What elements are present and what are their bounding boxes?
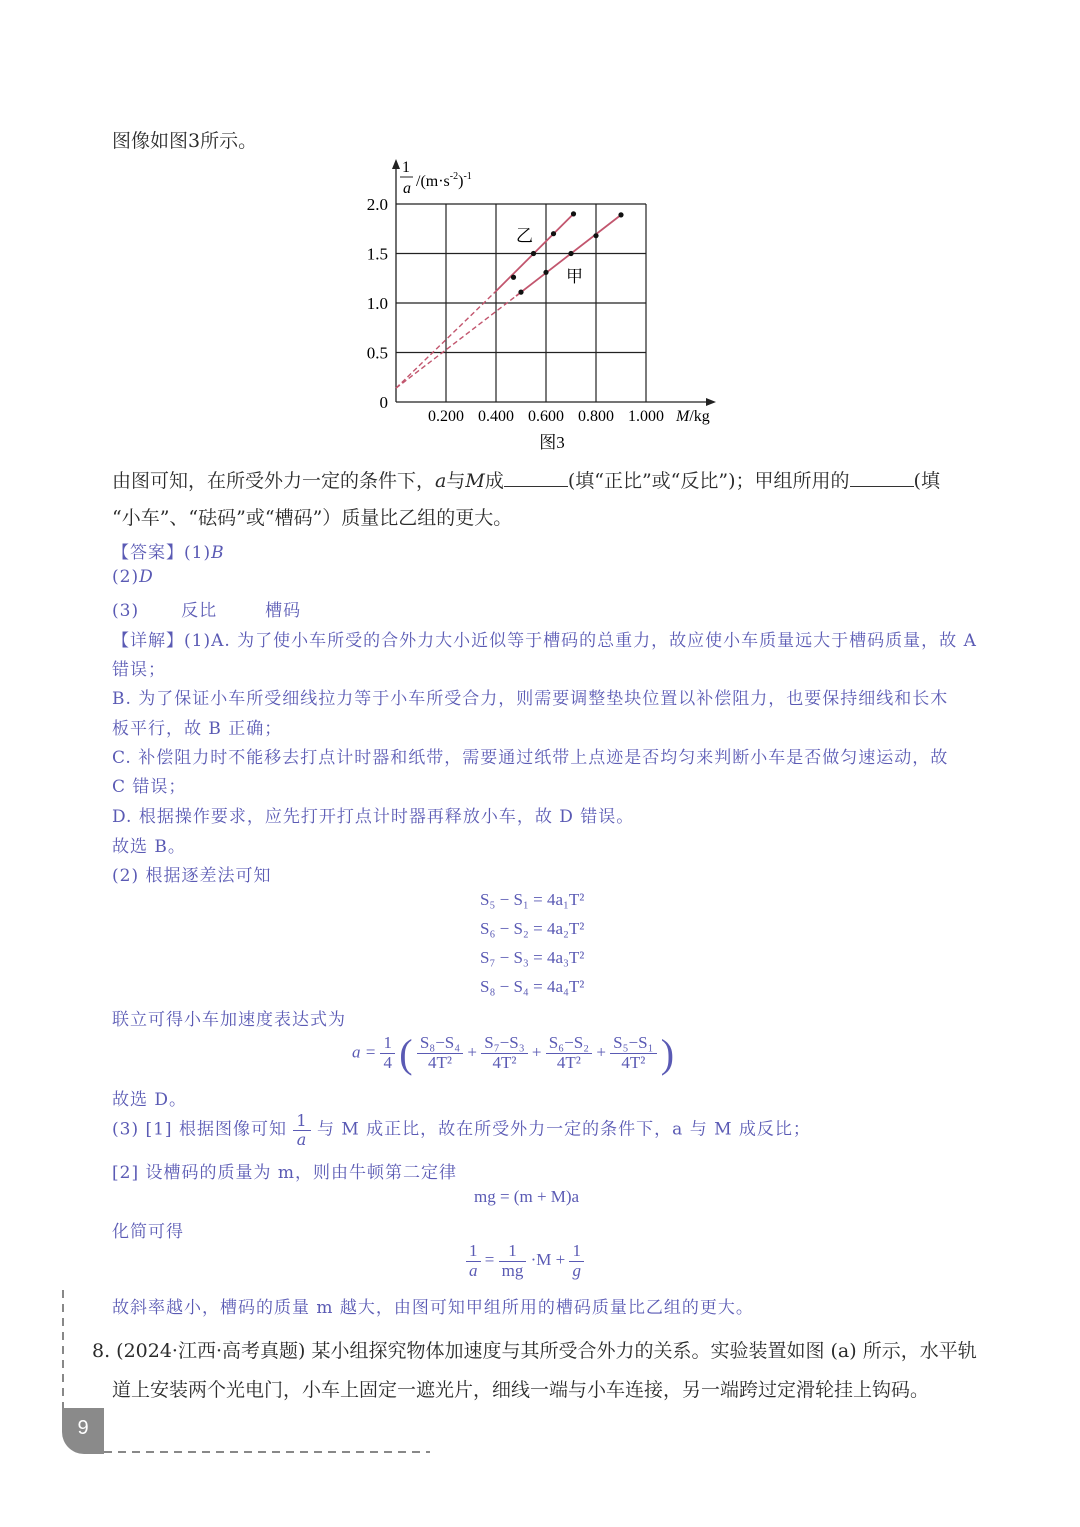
y-tick-label: 0.5 [366, 343, 388, 363]
y-tick-label: 1.0 [366, 294, 388, 313]
equation-1: S₅ − S₁ = 4a₁T² [480, 890, 585, 909]
detail-line-12: 故斜率越小，槽码的质量 m 越大，由图可知甲组所用的槽码质量比乙组的更大。 [112, 1298, 754, 1318]
x-tick-label: 0.800 [578, 408, 614, 425]
detail-text-9b: 与 M 成正比，故在所受外力一定的条件下，a 与 M 成反比； [316, 1119, 811, 1140]
question-line-2: “小车”、“砝码”或“槽码”）质量比乙组的更大。 [112, 507, 513, 529]
simp-left-den: a [469, 1260, 478, 1280]
question-8-line-2: 道上安装两个光电门，小车上固定一遮光片，细线一端与小车连接，另一端跨过定滑轮挂上钩码。 [112, 1379, 930, 1401]
accel-lhs: a = [352, 1042, 377, 1062]
question-8-line-1: 8. (2024·江西·高考真题) 某小组探究物体加速度与其所受合外力的关系。实验装置如图 (a) 所示，水平轨 [92, 1340, 977, 1362]
answer-1-index: (1) [184, 543, 212, 563]
ylabel-unit: $/(m\cdot s^{-2})^{-1}$ [416, 171, 472, 190]
detail-text-9a: (3) [1] 根据图像可知 [112, 1119, 287, 1140]
answer-2-index: (2) [112, 567, 140, 587]
simp-right-den: mg [501, 1260, 524, 1280]
detail-line-4: D. 根据操作要求，应先打开打点计时器再释放小车，故 D 错误。 [112, 807, 635, 827]
detail-line-7: 联立可得小车加速度表达式为 [112, 1010, 346, 1030]
inline-frac-den: a [296, 1129, 308, 1149]
detail-line-8: 故选 D。 [112, 1090, 188, 1110]
y-tick-label: 2.0 [366, 195, 388, 214]
detail-line-6: (2) 根据逐差法可知 [112, 866, 272, 886]
ylabel-num: 1 [402, 159, 410, 176]
question-text-b: 与 [446, 470, 466, 492]
detail-text-1: (1)A. 为了使小车所受的合外力大小近似等于槽码的总重力，故应使小车质量远大于槽码质量，故 A [184, 631, 977, 651]
x-tick-label: 0.200 [428, 408, 464, 425]
coef-num: 1 [380, 1034, 395, 1054]
question-text-c: 成 [484, 470, 504, 492]
detail-line-11: 化简可得 [112, 1222, 184, 1242]
simp-term-num: 1 [569, 1242, 584, 1262]
detail-line-3: C. 补偿阻力时不能移去打点计时器和纸带，需要通过纸带上点迹是否均匀来判断小车是否做匀速运动，故 [112, 748, 949, 768]
term-2-den: 4T² [492, 1053, 517, 1072]
term-4-num: S₅−S₁ [610, 1034, 656, 1054]
page-number: 9 [62, 1408, 104, 1454]
detail-line-1b: 错误； [112, 660, 166, 680]
series-label-jia: 甲 [566, 267, 583, 287]
detail-line-2b: 板平行，故 B 正确； [112, 719, 283, 739]
plus-3: + [596, 1042, 606, 1062]
right-paren: ) [660, 1031, 675, 1076]
question-text-d: (填“正比”或“反比”)；甲组所用的 [567, 470, 850, 492]
term-2-num: S₇−S₃ [481, 1034, 527, 1054]
simp-left-num: 1 [466, 1242, 481, 1262]
ylabel-den: a [403, 180, 411, 197]
answer-2-value: D [139, 567, 154, 587]
equation-4: S₈ − S₄ = 4a₄T² [480, 977, 585, 996]
term-3-den: 4T² [556, 1053, 581, 1072]
equation-2: S₆ − S₂ = 4a₂T² [480, 919, 585, 938]
detail-label: 【详解】 [112, 631, 184, 651]
coef-den: 4 [383, 1053, 392, 1072]
answer-label: 【答案】 [112, 543, 184, 563]
question-text-e: (填 [913, 470, 940, 492]
var-a: a [435, 470, 447, 492]
x-tick-label: 0.600 [528, 408, 564, 425]
equation-3: S₇ − S₃ = 4a₃T² [480, 948, 585, 967]
term-1-den: 4T² [428, 1053, 452, 1072]
term-3-num: S₆−S₂ [546, 1034, 592, 1054]
answer-1-value: B [211, 543, 225, 563]
detail-line-3b: C 错误； [112, 777, 187, 797]
detail-line-10: [2] 设槽码的质量为 m，则由牛顿第二定律 [112, 1163, 458, 1183]
var-M: M [465, 470, 485, 492]
question-text-a: 由图可知，在所受外力一定的条件下， [112, 470, 436, 492]
answer-3-value-1: 反比 [181, 601, 218, 621]
plus-2: + [531, 1042, 542, 1062]
figure-caption: 图3 [539, 433, 565, 452]
term-4-den: 4T² [621, 1053, 646, 1072]
newton-equation: mg = (m + M)a [474, 1187, 580, 1206]
detail-line-2: B. 为了保证小车所受细线拉力等于小车所受合力，则需要调整垫块位置以补偿阻力，也要保持细线和长木 [112, 689, 949, 709]
series-label-yi: 乙 [516, 226, 533, 246]
answer-3-index: (3) [112, 601, 140, 621]
left-paren: ( [399, 1031, 413, 1076]
plus-1: + [467, 1042, 478, 1062]
detail-line-5: 故选 B。 [112, 837, 186, 857]
term-1-num: S₈−S₄ [417, 1034, 463, 1054]
intro-text: 图像如图3所示。 [112, 130, 258, 152]
simp-equals: = [484, 1250, 495, 1270]
simp-right-num: 1 [499, 1242, 527, 1262]
simp-term-den: g [572, 1260, 581, 1280]
x-axis-label: M/kg [676, 408, 710, 425]
inline-frac-num: 1 [293, 1112, 310, 1131]
answer-3-value-2: 槽码 [265, 601, 302, 621]
x-tick-label: 0.400 [478, 408, 514, 425]
simp-mid: ·M + [530, 1250, 566, 1270]
y-tick-label: 1.5 [366, 244, 388, 264]
x-tick-label: 1.000 [628, 408, 664, 425]
y-tick-label: 0 [379, 393, 388, 412]
